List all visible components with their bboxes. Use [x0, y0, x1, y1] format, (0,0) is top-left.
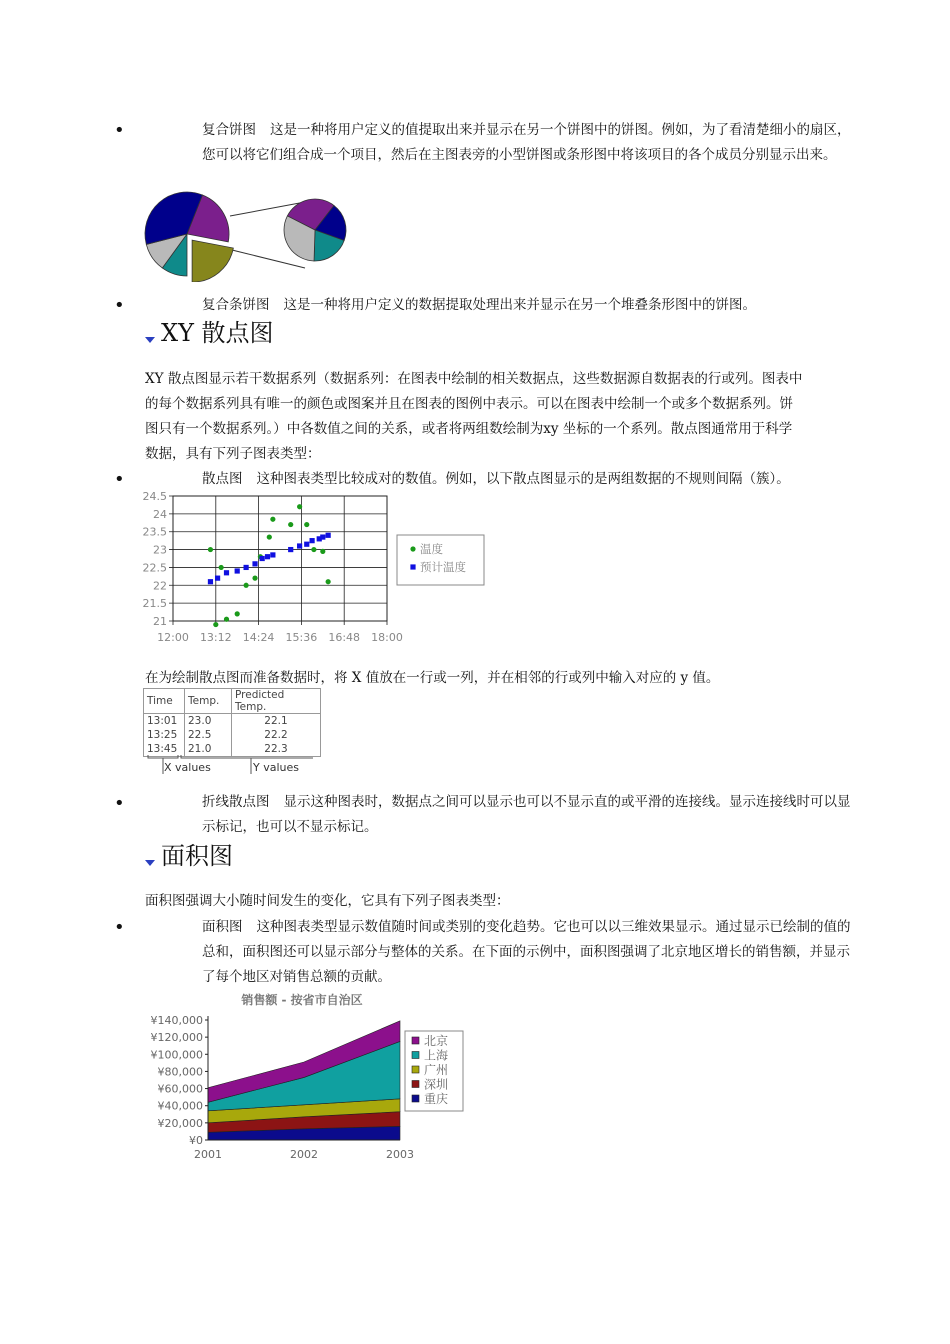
- temp-point: [297, 504, 302, 509]
- paragraph-line-scatter: [145, 790, 862, 840]
- temp-point: [219, 565, 224, 570]
- temp-point: [311, 547, 316, 552]
- x-tick-label: 13:12: [199, 631, 232, 644]
- predicted-point: [208, 579, 213, 584]
- predicted-point: [215, 576, 220, 581]
- temp-point: [270, 517, 275, 522]
- collapse-triangle-icon[interactable]: [145, 860, 155, 866]
- heading-area[interactable]: [145, 841, 233, 871]
- table-cell: 22.3: [232, 742, 321, 757]
- table-header: Temp.: [185, 689, 232, 714]
- scatter-chart: [140, 487, 500, 647]
- x-values-label: X values: [164, 761, 211, 774]
- term-label: 面积图: [202, 919, 243, 935]
- y-tick-label: 23.5: [142, 525, 167, 539]
- y-tick-label: ¥40,000: [157, 1099, 203, 1113]
- predicted-point: [297, 543, 302, 548]
- y-tick-label: ¥60,000: [157, 1082, 203, 1096]
- legend-temp-label: 温度: [420, 542, 443, 556]
- bullet: •: [114, 793, 125, 814]
- y-values-label: Y values: [253, 761, 299, 774]
- table-cell: 13:25: [144, 728, 185, 742]
- legend-label: 北京: [424, 1034, 449, 1048]
- predicted-point: [320, 534, 325, 539]
- y-tick-label: ¥100,000: [150, 1048, 203, 1062]
- plot-border: [173, 496, 387, 621]
- y-tick-label: 24: [153, 507, 167, 521]
- collapse-triangle-icon[interactable]: [145, 337, 155, 343]
- paragraph-xy-intro: XY 散点图显示若干数据系列（数据系列：在图表中绘制的相关数据点，这些数据源自数据表的行或列。图表中的每个数据系列具有唯一的颜色或图案并且在图表的图例中表示。可以在图表中绘制一个或多个数据系列。饼图只有一个数据系列。）中各数值之间的关系，或者将两组数绘制为xy 坐标的一个系列。散点图通常用于科学数据，具有下列子图表类型：: [145, 371, 803, 462]
- bullet: •: [114, 295, 125, 316]
- predicted-point: [235, 568, 240, 573]
- x-tick-label: 16:48: [328, 631, 361, 644]
- term-label: 复合饼图: [202, 122, 256, 138]
- x-tick-label: 2003: [386, 1148, 414, 1161]
- paragraph-pie-of-pie: [145, 118, 862, 168]
- data-table: [143, 688, 321, 757]
- predicted-point: [252, 561, 257, 566]
- y-tick-label: ¥80,000: [157, 1065, 203, 1079]
- y-tick-label: ¥120,000: [150, 1031, 203, 1045]
- y-tick-label: ¥20,000: [157, 1116, 203, 1130]
- y-tick-label: 21.5: [142, 597, 167, 611]
- bullet: •: [114, 917, 125, 938]
- predicted-point: [260, 556, 265, 561]
- main-pie-slice: [192, 240, 233, 282]
- temp-point: [213, 622, 218, 627]
- y-tick-label: 22: [153, 579, 167, 593]
- y-tick-label: ¥140,000: [150, 1014, 203, 1027]
- table-row: [144, 714, 321, 729]
- y-bracket: [181, 755, 313, 758]
- term-description: 这是一种将用户定义的值提取出来并显示在另一个饼图中的饼图。例如，为了看清楚细小的扇区，您可以将它们组合成一个项目，然后在主图表旁的小型饼图或条形图中将该项目的各个成员分别显示出来。: [202, 122, 851, 163]
- legend-predicted-marker: [410, 564, 415, 569]
- table-row: [144, 728, 321, 742]
- temp-point: [224, 617, 229, 622]
- chart-title: 销售额 - 按省市自治区: [241, 993, 363, 1007]
- term-description: 这种图表类型显示数值随时间或类别的变化趋势。它也可以以三维效果显示。通过显示已绘制的值的总和，面积图还可以显示部分与整体的关系。在下面的示例中，面积图强调了北京地区增长的销售额，并显示了每个地区对销售总额的贡献。: [202, 919, 851, 985]
- predicted-point: [288, 547, 293, 552]
- paragraph-prep: 在为绘制散点图而准备数据时，将 X 值放在一行或一列，并在相邻的行或列中输入对应的 y 值。: [145, 670, 720, 686]
- legend-predicted-label: 预计温度: [420, 560, 466, 574]
- predicted-point: [270, 552, 275, 557]
- y-tick-label: 23: [153, 543, 167, 557]
- heading-text: XY 散点图: [161, 319, 274, 347]
- bullet: •: [114, 469, 125, 490]
- table-cell: 22.1: [232, 714, 321, 729]
- y-tick-label: 21: [153, 615, 167, 628]
- term-label: 散点图: [202, 471, 243, 487]
- x-tick-label: 12:00: [157, 631, 189, 644]
- predicted-point: [304, 542, 309, 547]
- predicted-point: [326, 533, 331, 538]
- legend-label: 重庆: [424, 1092, 449, 1106]
- legend-swatch: [412, 1081, 419, 1088]
- heading-text: 面积图: [161, 842, 233, 870]
- table-cell: 23.0: [185, 714, 232, 729]
- pie-of-pie-chart: [140, 190, 355, 282]
- term-label: 复合条饼图: [202, 297, 270, 313]
- table-header: Predicted Temp.: [232, 689, 321, 714]
- paragraph-area: [145, 915, 862, 990]
- x-bracket: [148, 755, 178, 758]
- term-label: 折线散点图: [202, 794, 270, 810]
- x-tick-label: 15:36: [285, 631, 318, 644]
- y-tick-label: 24.5: [142, 490, 167, 503]
- temp-point: [326, 579, 331, 584]
- predicted-point: [265, 554, 270, 559]
- temp-point: [208, 547, 213, 552]
- temp-point: [267, 534, 272, 539]
- paragraph-bar-of-pie: [145, 293, 862, 318]
- table-cell: 13:45: [144, 742, 185, 757]
- table-header: Time: [144, 689, 185, 714]
- table-cell: 22.2: [232, 728, 321, 742]
- legend-swatch: [412, 1095, 419, 1102]
- term-description: 显示这种图表时，数据点之间可以显示也可以不显示直的或平滑的连接线。显示连接线时可以显示标记，也可以不显示标记。: [202, 794, 851, 835]
- legend-temp-marker: [410, 546, 415, 551]
- legend-swatch: [412, 1052, 419, 1059]
- term-description: 这是一种将用户定义的数据提取处理出来并显示在另一个堆叠条形图中的饼图。: [283, 297, 756, 313]
- temp-point: [304, 522, 309, 527]
- temp-point: [252, 576, 257, 581]
- y-tick-label: 22.5: [142, 561, 167, 575]
- heading-xy-scatter[interactable]: [145, 318, 274, 348]
- legend-label: 广州: [424, 1063, 449, 1077]
- y-tick-label: ¥0: [189, 1134, 203, 1147]
- x-tick-label: 2002: [290, 1148, 318, 1161]
- temp-point: [288, 522, 293, 527]
- bullet: •: [114, 120, 125, 141]
- legend-swatch: [412, 1066, 419, 1073]
- table-cell: 13:01: [144, 714, 185, 729]
- x-tick-label: 18:00: [371, 631, 403, 644]
- temp-point: [235, 611, 240, 616]
- predicted-point: [224, 570, 229, 575]
- table-cell: 22.5: [185, 728, 232, 742]
- term-description: 这种图表类型比较成对的数值。例如，以下散点图显示的是两组数据的不规则间隔（簇）。: [256, 471, 790, 487]
- table-cell: 21.0: [185, 742, 232, 757]
- predicted-point: [310, 538, 315, 543]
- temp-point: [320, 549, 325, 554]
- paragraph-area-intro: 面积图强调大小随时间发生的变化，它具有下列子图表类型：: [145, 893, 510, 909]
- x-tick-label: 2001: [194, 1148, 222, 1161]
- predicted-point: [244, 565, 249, 570]
- legend-label: 深圳: [424, 1077, 449, 1092]
- area-chart: [140, 988, 480, 1166]
- legend-label: 上海: [424, 1048, 449, 1063]
- temp-point: [244, 583, 249, 588]
- legend-swatch: [412, 1037, 419, 1044]
- x-tick-label: 14:24: [242, 631, 275, 644]
